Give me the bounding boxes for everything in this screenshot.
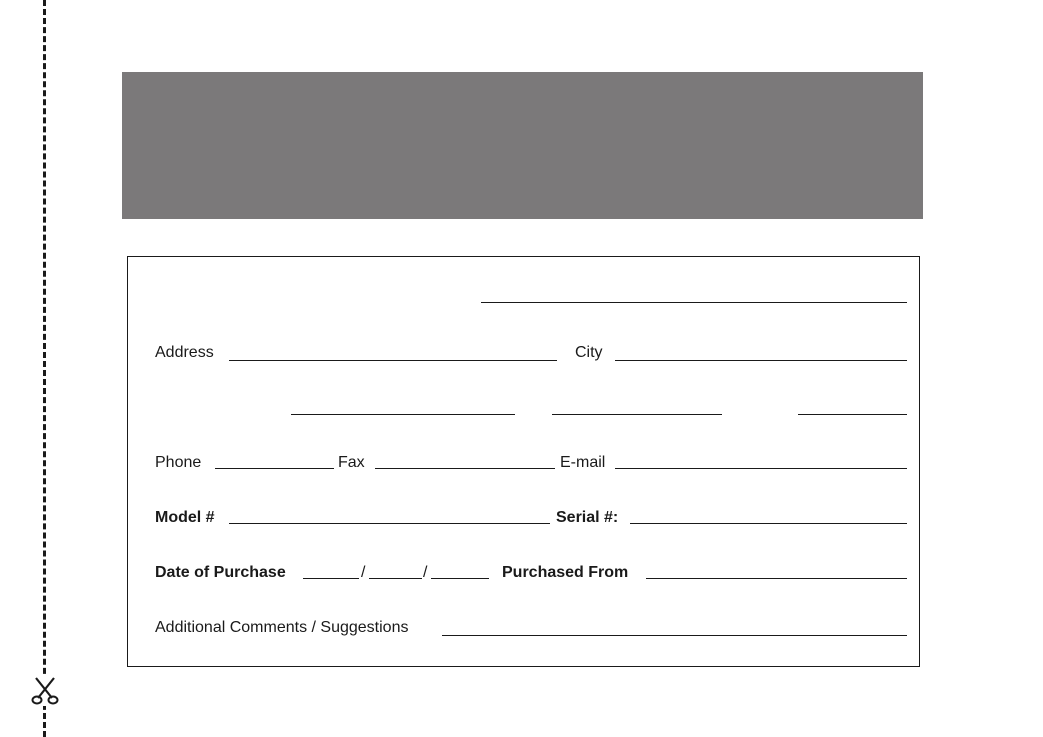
purchase-year-field[interactable] xyxy=(431,578,489,579)
cut-line xyxy=(43,0,46,737)
scissors-icon xyxy=(30,676,60,706)
state-field[interactable] xyxy=(291,414,515,415)
date-of-purchase-label: Date of Purchase xyxy=(155,564,286,581)
phone-field[interactable] xyxy=(215,468,334,469)
comments-label: Additional Comments / Suggestions xyxy=(155,619,409,636)
registration-form xyxy=(127,256,920,667)
email-label: E-mail xyxy=(560,454,606,471)
header-banner xyxy=(122,72,923,219)
name-field[interactable] xyxy=(481,302,907,303)
purchased-from-label: Purchased From xyxy=(502,564,629,581)
country-field[interactable] xyxy=(798,414,907,415)
address-field[interactable] xyxy=(229,360,557,361)
zip-field[interactable] xyxy=(552,414,722,415)
phone-label: Phone xyxy=(155,454,202,471)
purchase-day-field[interactable] xyxy=(369,578,422,579)
fax-field[interactable] xyxy=(375,468,555,469)
date-separator: / xyxy=(361,564,366,581)
model-label: Model # xyxy=(155,509,215,526)
purchased-from-field[interactable] xyxy=(646,578,907,579)
model-field[interactable] xyxy=(229,523,550,524)
city-field[interactable] xyxy=(615,360,907,361)
date-separator: / xyxy=(423,564,428,581)
serial-field[interactable] xyxy=(630,523,907,524)
address-label: Address xyxy=(155,344,214,361)
purchase-month-field[interactable] xyxy=(303,578,359,579)
fax-label: Fax xyxy=(338,454,365,471)
comments-field[interactable] xyxy=(442,635,907,636)
city-label: City xyxy=(575,344,603,361)
serial-label: Serial #: xyxy=(556,509,619,526)
email-field[interactable] xyxy=(615,468,907,469)
